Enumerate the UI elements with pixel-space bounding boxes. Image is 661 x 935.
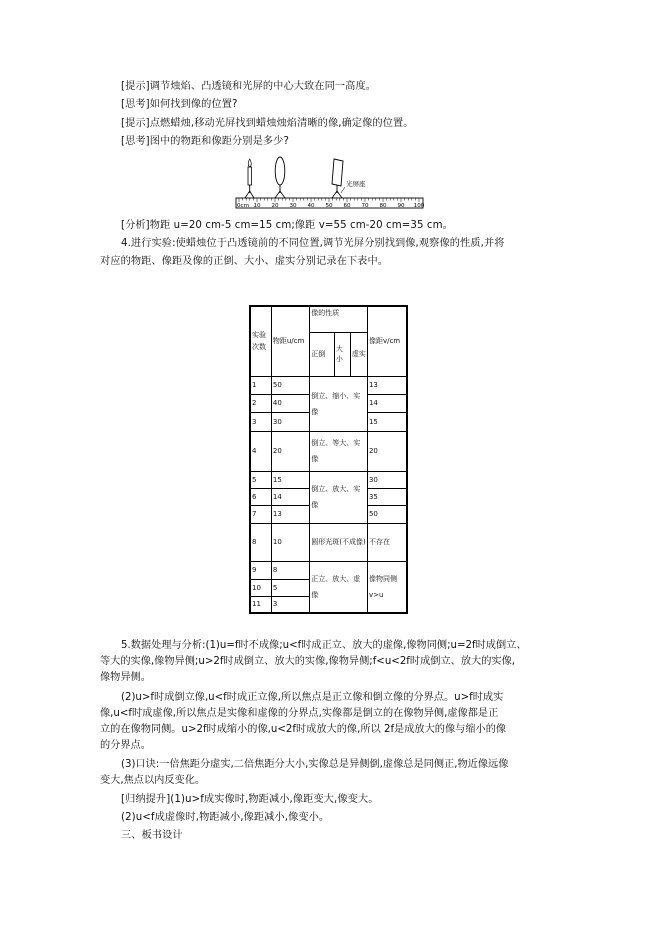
hint-line-1: [提示]调节烛焰、凸透镜和光屏的中心大致在同一高度。	[121, 81, 377, 92]
summary-line-2: (2)u<f成虚像时,物距减小,像距减小,像变小。	[121, 812, 330, 823]
header-index: 实验次数	[250, 306, 271, 376]
header-image-distance: 像距v/cm	[367, 306, 407, 376]
think-line-1: [思考]如何找到像的位置?	[121, 99, 238, 110]
row-8-v: 不存在	[367, 523, 407, 561]
row-6-u: 14	[271, 488, 309, 505]
ruler-tick-label: 0cm	[237, 203, 250, 209]
row-7-v: 50	[367, 505, 407, 523]
nature-circle-spot: 圆形光斑(不成像)	[310, 523, 368, 561]
row-6-index: 6	[250, 488, 271, 505]
row-8-u: 10	[271, 523, 309, 561]
row-2-u: 40	[271, 394, 309, 412]
step5-p2-line-4: 的分界点。	[100, 740, 151, 751]
step5-p3-line-1: (3)口诀:一倍焦距分虚实,二倍焦距分大小,实像总是异侧倒,虚像总是同侧正,物近像远像	[121, 759, 509, 770]
nature-reduced-real: 倒立、缩小、实像	[310, 376, 368, 431]
row-11-index: 11	[250, 596, 271, 613]
summary-line-1: [归纳提升](1)u>f成实像时,物距减小,像距变大,像变大。	[121, 794, 379, 805]
ruler-tick-label: 50	[325, 203, 333, 209]
step4-line-2: 对应的物距、像距及像的正倒、大小、虚实分别记录在下表中。	[100, 256, 389, 267]
step5-p2-line-2: 像,u<f时成虚像,所以焦点是实像和虚像的分界点,实像都是倒立的在像物异侧,虚像都是正	[100, 708, 499, 719]
header-image-nature: 像的性质	[310, 306, 368, 332]
row-3-index: 3	[250, 412, 271, 431]
row-8-index: 8	[250, 523, 271, 561]
row-1-u: 50	[271, 376, 309, 394]
row-7-u: 13	[271, 505, 309, 523]
optical-bench-figure	[233, 153, 425, 215]
row-3-v: 15	[367, 412, 407, 431]
header-size: 大小	[334, 332, 350, 376]
row-5-u: 15	[271, 471, 309, 488]
think-line-2: [思考]图中的物距和像距分别是多少?	[121, 136, 289, 147]
ruler-tick-label: 30	[289, 203, 297, 209]
nature-enlarged-real: 倒立、放大、实像	[310, 471, 368, 523]
header-upright: 正倒	[310, 332, 335, 376]
ruler-tick-label: 20	[271, 203, 279, 209]
step4-line-1: 4.进行实验:使蜡烛位于凸透镜前的不同位置,调节光屏分别找到像,观察像的性质,并将	[121, 238, 505, 249]
row-6-v: 35	[367, 488, 407, 505]
step5-p2-line-3: 立的在像物同侧。u>2f时成缩小的像,u<2f时成放大的像,所以 2f是成放大的像与缩小的像	[100, 724, 507, 735]
step5-line-2: 等大的实像,像物异侧;u>2f时成倒立、放大的实像,像物异侧;f<u<2f时成倒立、放大的实像,	[100, 656, 516, 667]
row-7-index: 7	[250, 505, 271, 523]
hint-line-2: [提示]点燃蜡烛,移动光屏找到蜡烛烛焰清晰的像,确定像的位置。	[121, 118, 414, 129]
header-real-virtual: 虚实	[350, 332, 367, 376]
section-title-board: 三、板书设计	[121, 830, 183, 841]
ruler-tick-label: 100	[413, 203, 425, 209]
step5-p2-line-1: (2)u>f时成倒立像,u<f时成正立像,所以焦点是正立像和倒立像的分界点。u>f时成实	[121, 692, 504, 703]
step5-paragraph-3	[100, 757, 560, 789]
row-4-u: 20	[271, 431, 309, 471]
row-10-u: 5	[271, 579, 309, 596]
step5-line-1: 5.数据处理与分析:(1)u=f时不成像;u<f时成正立、放大的虚像,像物同侧;u=2f时成倒立、	[121, 640, 527, 651]
row-5-v: 30	[367, 471, 407, 488]
ruler-tick-label: 60	[343, 203, 351, 209]
row-1-v: 13	[367, 376, 407, 394]
row-3-u: 30	[271, 412, 309, 431]
ruler-tick-label: 90	[397, 203, 405, 209]
nature-enlarged-virtual: 正立、放大、虚像	[310, 561, 368, 613]
row-11-u: 3	[271, 596, 309, 613]
image-same-side: 像物同侧 v>u	[367, 561, 407, 613]
step5-paragraph-2	[100, 690, 560, 754]
step5-p3-line-2: 变大,焦点以内反变化。	[100, 775, 206, 786]
analysis-line: [分析]物距 u=20 cm-5 cm=15 cm;像距 v=55 cm-20 cm=35 cm。	[121, 220, 453, 231]
step5-paragraph-1	[100, 638, 560, 686]
ruler-tick-label: 10	[253, 203, 261, 209]
row-2-index: 2	[250, 394, 271, 412]
row-2-v: 14	[367, 394, 407, 412]
experiment-table	[249, 305, 408, 614]
row-9-u: 8	[271, 561, 309, 579]
step5-line-3: 像物异侧。	[100, 672, 151, 683]
screen-label: 光屏座	[346, 180, 366, 188]
row-4-index: 4	[250, 431, 271, 471]
row-5-index: 5	[250, 471, 271, 488]
row-1-index: 1	[250, 376, 271, 394]
ruler-tick-label: 70	[361, 203, 369, 209]
light-screen-icon	[332, 159, 345, 198]
candle-icon	[245, 159, 254, 198]
ruler-tick-label: 80	[379, 203, 387, 209]
convex-lens-icon	[275, 157, 285, 198]
nature-equal-real: 倒立、等大、实像	[310, 431, 368, 471]
row-4-v: 20	[367, 431, 407, 471]
ruler-tick-label: 40	[307, 203, 315, 209]
header-object-distance: 物距u/cm	[271, 306, 309, 376]
row-10-index: 10	[250, 579, 271, 596]
row-9-index: 9	[250, 561, 271, 579]
